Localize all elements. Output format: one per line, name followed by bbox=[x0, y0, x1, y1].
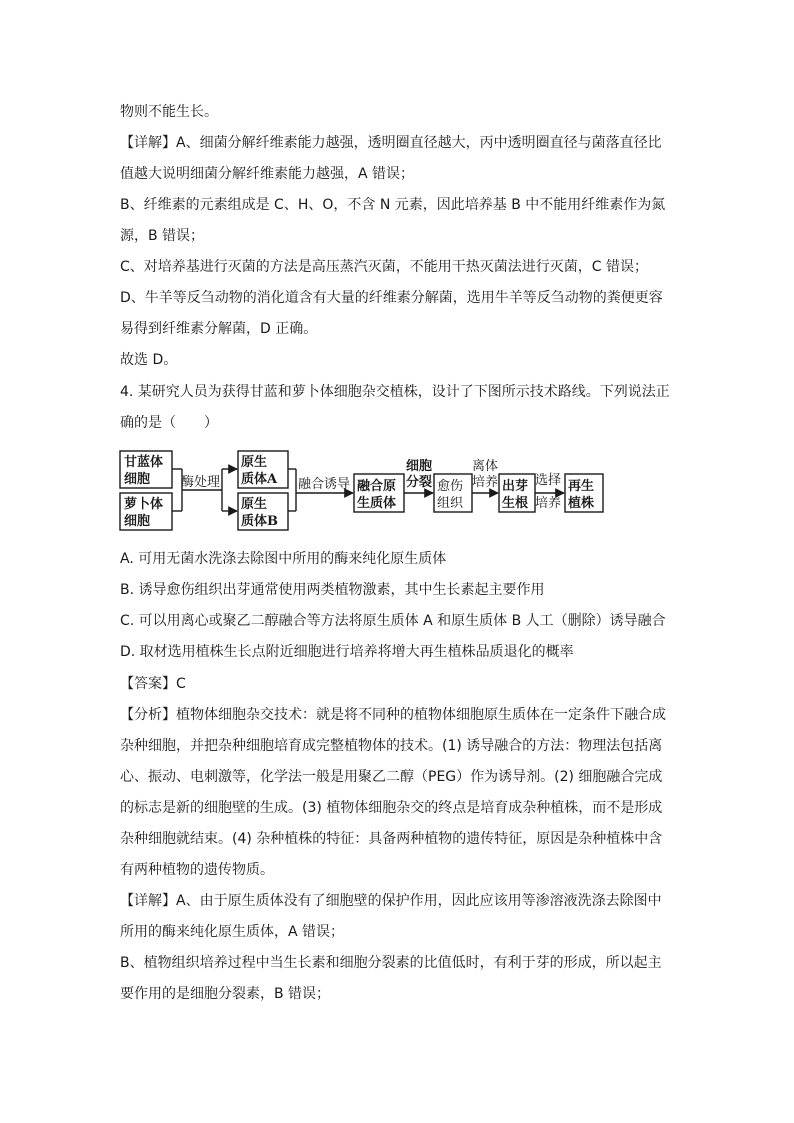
option-d: D. 取材选用植株生长点附近细胞进行培养将增大再生植株品质退化的概率 bbox=[120, 644, 574, 660]
question-stem-line-2: 确的是（ ） bbox=[120, 415, 218, 431]
boxB-line2: 质体B bbox=[241, 514, 278, 529]
box4-line2: 组织 bbox=[437, 496, 464, 511]
box-protoplast-b bbox=[238, 493, 288, 530]
box-callus bbox=[434, 474, 472, 512]
box-fused-protoplast bbox=[354, 474, 404, 512]
text-line-7: D、牛羊等反刍动物的消化道含有大量的纤维素分解菌，选用牛羊等反刍动物的粪便更容 bbox=[120, 290, 663, 306]
step-select-line1: 选择 bbox=[535, 473, 562, 488]
boxA-line2: 质体A bbox=[241, 472, 278, 487]
option-b: B. 诱导愈伤组织出芽通常使用两类植物激素，其中生长素起主要作用 bbox=[120, 582, 545, 598]
text-line-6: C、对培养基进行灭菌的方法是高压蒸汽灭菌，不能用干热灭菌法进行灭菌，C 错误； bbox=[120, 259, 648, 275]
text-line-5: 源，B 错误； bbox=[120, 228, 205, 244]
text-line-1: 物则不能生长。 bbox=[120, 104, 218, 120]
text-line-4: B、纤维素的元素组成是 C、H、O，不含 N 元素，因此培养基 B 中不能用纤维素作为氮 bbox=[120, 197, 666, 213]
boxB-line1: 原生 bbox=[241, 497, 268, 512]
box3-line2: 生质体 bbox=[357, 496, 397, 511]
box-regenerated-plant bbox=[565, 474, 603, 512]
analysis-line-6: 有两种植物的遗传物质。 bbox=[120, 862, 274, 878]
step-enzyme-label: 酶处理 bbox=[181, 475, 221, 490]
analysis-line-3: 心、振动、电刺激等，化学法一般是用聚乙二醇（PEG）作为诱导剂。(2) 细胞融合完成 bbox=[120, 769, 663, 785]
explanation-line-4: 要作用的是细胞分裂素，B 错误； bbox=[120, 986, 331, 1002]
box-cabbage-cell bbox=[120, 451, 172, 488]
box6-line1: 再生 bbox=[568, 479, 595, 494]
boxA-line1: 原生 bbox=[241, 455, 268, 470]
text-line-2: 【详解】A、细菌分解纤维素能力越强，透明圈直径越大，丙中透明圈直径与菌落直径比 bbox=[120, 135, 662, 151]
box5-line1: 出芽 bbox=[502, 479, 529, 494]
box-protoplast-a bbox=[238, 451, 288, 488]
option-a: A. 可用无菌水洗涤去除图中所用的酶来纯化原生质体 bbox=[120, 551, 447, 567]
analysis-line-1: 【分析】植物体细胞杂交技术：就是将不同种的植物体细胞原生质体在一定条件下融合成 bbox=[120, 707, 666, 723]
step-fusion-label: 融合诱导 bbox=[298, 477, 351, 492]
box1-line2: 细胞 bbox=[124, 472, 151, 487]
analysis-line-5: 杂种细胞就结束。(4) 杂种植株的特征：具备两种植物的遗传特征，原因是杂种植株中含 bbox=[120, 831, 663, 847]
step-culture-line2: 培养 bbox=[472, 475, 499, 490]
box5-line2: 生根 bbox=[502, 496, 529, 511]
box-radish-cell bbox=[120, 493, 172, 530]
option-c: C. 可以用离心或聚乙二醇融合等方法将原生质体 A 和原生质体 B 人工（删除）诱导融合 bbox=[120, 613, 666, 629]
analysis-line-4: 的标志是新的细胞壁的生成。(3) 植物体细胞杂交的终点是培育成杂种植株，而不是形成 bbox=[120, 800, 663, 816]
text-line-3: 值越大说明细菌分解纤维素能力越强，A 错误； bbox=[120, 166, 415, 182]
step-division-line2: 分裂 bbox=[406, 475, 433, 490]
text-line-8: 易得到纤维素分解菌，D 正确。 bbox=[120, 321, 318, 337]
explanation-line-3: B、植物组织培养过程中当生长素和细胞分裂素的比值低时，有利于芽的形成，所以起主 bbox=[120, 955, 662, 971]
explanation-line-1: 【详解】A、由于原生质体没有了细胞壁的保护作用，因此应该用等渗溶液洗涤去除图中 bbox=[120, 893, 662, 909]
box1-line1: 甘蓝体 bbox=[124, 455, 164, 470]
explanation-line-2: 所用的酶来纯化原生质体，A 错误； bbox=[120, 924, 345, 940]
analysis-line-2: 杂种细胞，并把杂种细胞培育成完整植物体的技术。(1) 诱导融合的方法：物理法包括离 bbox=[120, 738, 663, 754]
box6-line2: 植株 bbox=[568, 496, 595, 511]
box2-line2: 细胞 bbox=[124, 514, 151, 529]
text-line-9: 故选 D。 bbox=[120, 352, 178, 368]
box3-line1: 融合原 bbox=[357, 479, 397, 494]
step-culture-line1: 离体 bbox=[472, 459, 499, 474]
box-bud-root bbox=[499, 474, 535, 512]
question-stem-line-1: 4. 某研究人员为获得甘蓝和萝卜体细胞杂交植株，设计了下图所示技术路线。下列说法正 bbox=[120, 384, 670, 400]
answer-line: 【答案】C bbox=[120, 676, 186, 692]
box2-line1: 萝卜体 bbox=[124, 497, 164, 512]
box4-line1: 愈伤 bbox=[437, 479, 464, 494]
step-division-line1: 细胞 bbox=[406, 459, 433, 474]
step-select-line2: 培养 bbox=[535, 496, 562, 511]
